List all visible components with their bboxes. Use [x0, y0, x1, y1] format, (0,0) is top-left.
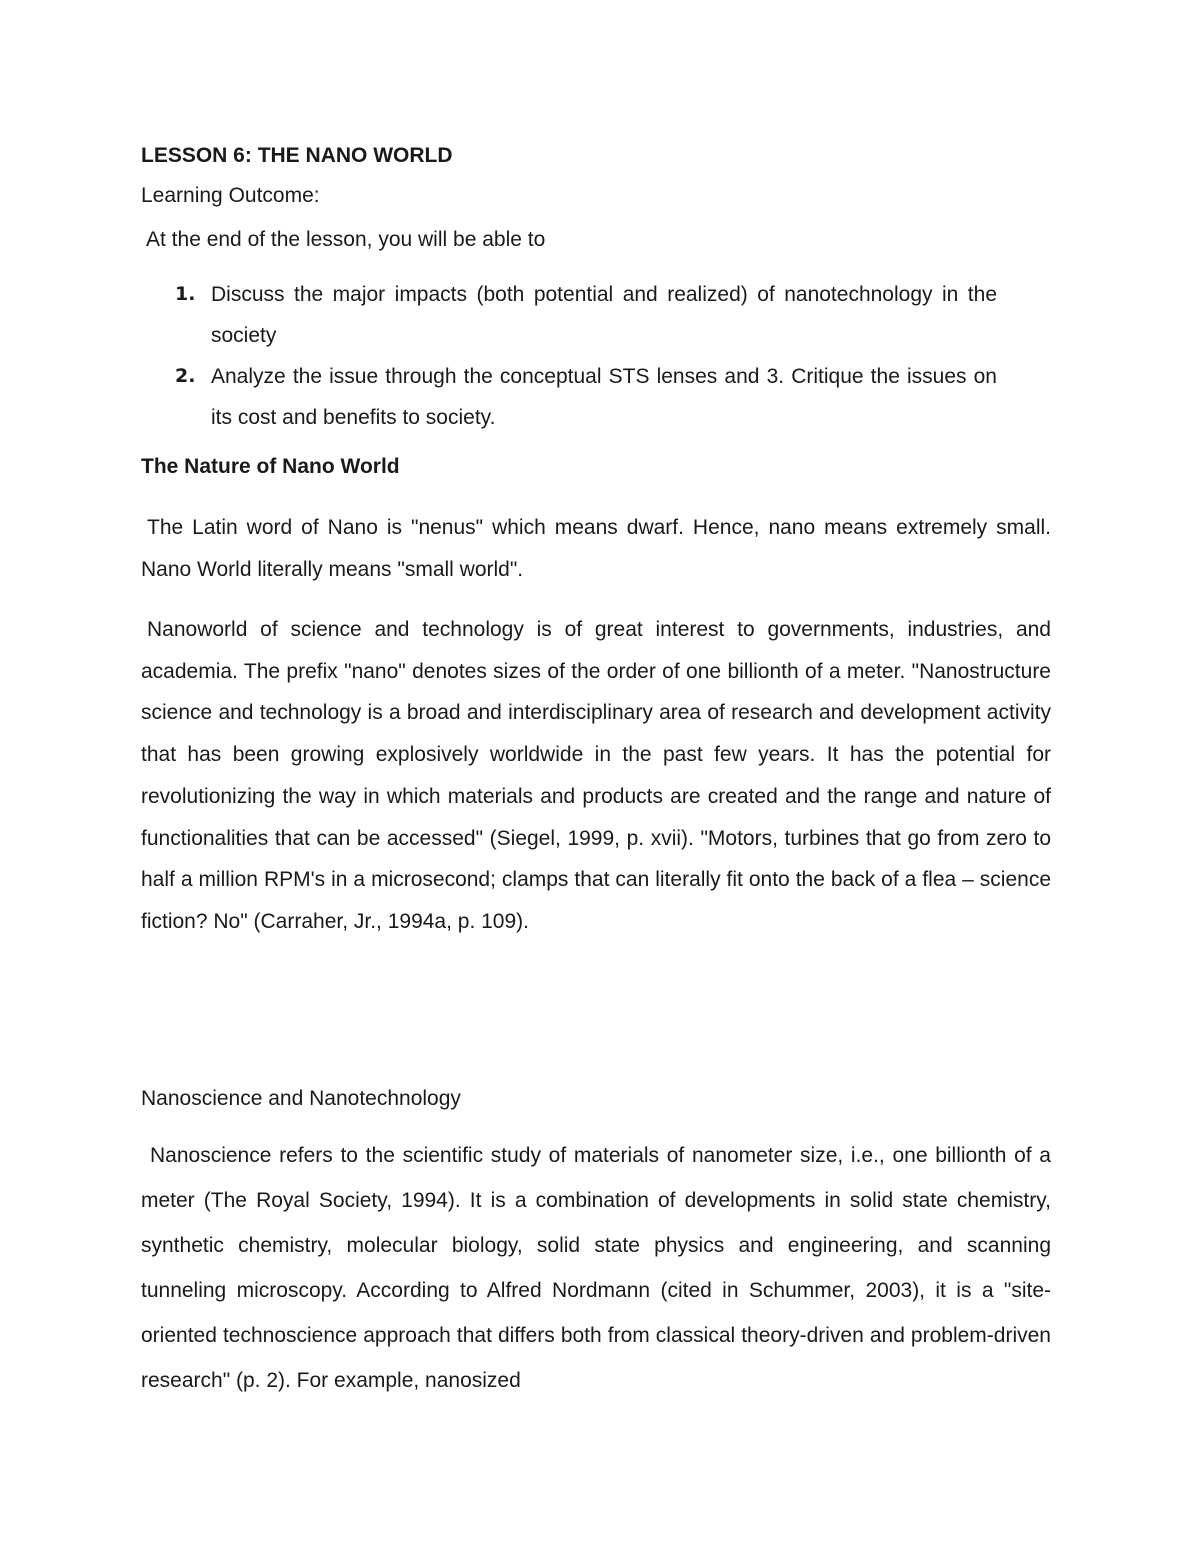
section-heading-nanoscience: Nanoscience and Nanotechnology [141, 1087, 461, 1110]
learning-outcome-label: Learning Outcome: [141, 184, 320, 207]
section-heading-nature: The Nature of Nano World [141, 455, 400, 478]
lesson-title: LESSON 6: THE NANO WORLD [141, 144, 453, 167]
list-item-number: 1. [175, 283, 196, 305]
list-item-text: Analyze the issue through the conceptual STS lenses and 3. Critique the issues on its cost and benefits to society. [211, 365, 997, 429]
paragraph-nano-definition: The Latin word of Nano is "nenus" which means dwarf. Hence, nano means extremely small. Nano World literally means "small world". [141, 516, 1051, 581]
learning-outcomes-list [141, 274, 997, 438]
paragraph-nanoscience: Nanoscience refers to the scientific study of materials of nanometer size, i.e., one billionth of a meter (The Royal Society, 1994). It is a combination of developments in solid state chemistry, synthetic chemistry, molecular biology, solid state physics and engineering, and scanning tunneling microscopy. According to Alfred Nordmann (cited in Schummer, 2003), it is a "site-oriented technoscience approach that differs both from classical theory-driven and problem-driven research" (p. 2). For example, nanosized [141, 1144, 1051, 1392]
lesson-intro: At the end of the lesson, you will be able to [146, 228, 546, 251]
list-item-text: Discuss the major impacts (both potential and realized) of nanotechnology in the society [211, 283, 997, 347]
list-item [141, 356, 997, 438]
paragraph-nanoworld: Nanoworld of science and technology is of great interest to governments, industries, and academia. The prefix "nano" denotes sizes of the order of one billionth of a meter. "Nanostructure science and technology is a broad and interdisciplinary area of research and development activity that has been growing explosively worldwide in the past few years. It has the potential for revolutionizing the way in which materials and products are created and the range and nature of functionalities that can be accessed" (Siegel, 1999, p. xvii). "Motors, turbines that go from zero to half a million RPM's in a microsecond; clamps that can literally fit onto the back of a flea – science fiction? No" (Carraher, Jr., 1994a, p. 109). [141, 618, 1051, 933]
list-item-number: 2. [175, 365, 196, 387]
list-item [141, 274, 997, 356]
